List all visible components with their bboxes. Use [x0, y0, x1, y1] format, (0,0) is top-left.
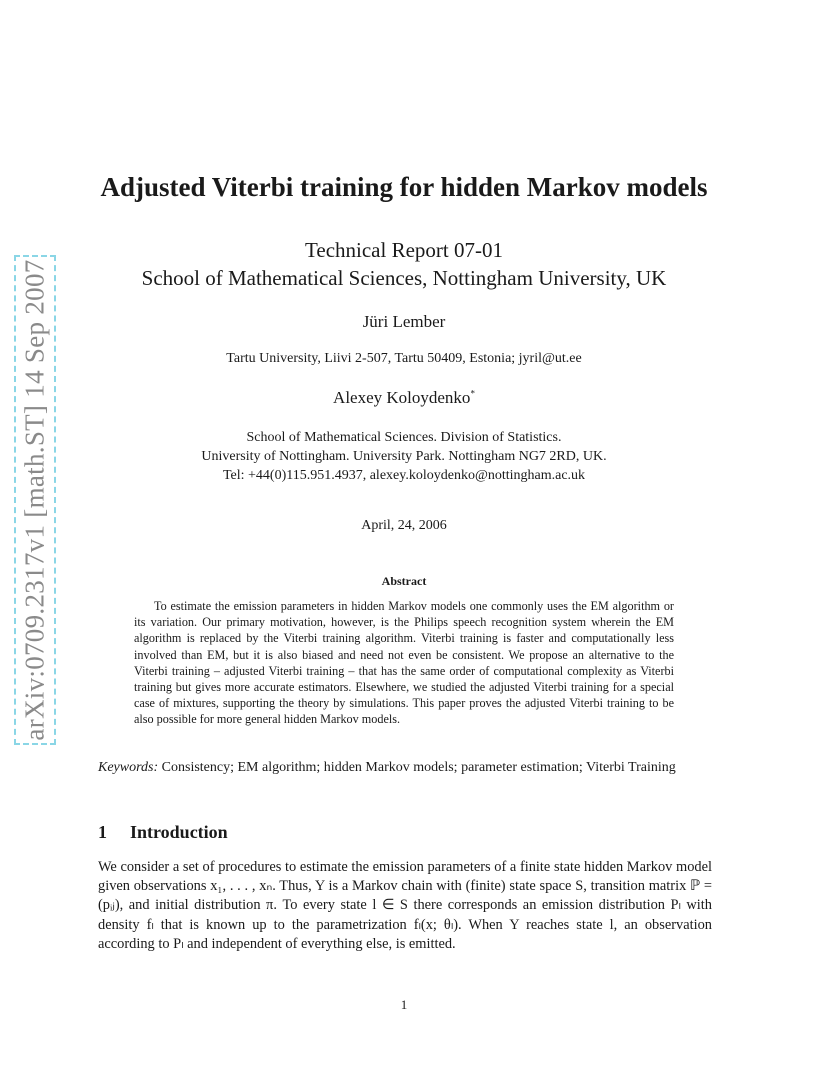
author-2: [98, 388, 710, 408]
affiliation-line: School of Mathematical Sciences. Division of Statistics.: [246, 430, 562, 445]
affiliation-line: University of Nottingham. University Park. Nottingham NG7 2RD, UK.: [201, 449, 607, 464]
paper-title: Adjusted Viterbi training for hidden Markov models: [100, 172, 708, 202]
section-number: 1: [98, 822, 107, 842]
abstract-text: To estimate the emission parameters in hidden Markov models one commonly uses the EM algorithm or its variation. Our primary motivation, however, is the Philips speech recognition system wherein the EM algorithm is replaced by the Viterbi training algorithm. Viterbi training is faster and computationally less involved than EM, but it is also biased and need not even be consistent. We propose an alternative to the Viterbi training – adjusted Viterbi training – that has the same order of computational complexity as Viterbi training but gives more accurate estimators. Elsewhere, we studied the adjusted Viterbi training for a special case of mixtures, supporting the theory by simulations. This paper proves the adjusted Viterbi training to be also possible for more general hidden Markov models.: [134, 599, 674, 727]
abstract-heading: Abstract: [381, 574, 427, 588]
keywords: [98, 758, 712, 777]
keywords-label: Keywords:: [98, 760, 159, 775]
page-number: 1: [400, 997, 408, 1012]
introduction-paragraph: We consider a set of procedures to estimate the emission parameters of a finite state hidden Markov model given observations x₁, . . . , xₙ. Thus, Y is a Markov chain with (finite) state space S, transition matrix ℙ = (pᵢⱼ), and initial distribution π. To every state l ∈ S there corresponds an emission distribution Pₗ with density fₗ that is known up to the parametrization fₗ(x; θₗ). When Y reaches state l, an observation according to Pₗ and independent of everything else, is emitted.: [98, 859, 712, 952]
report-number: Technical Report 07-01: [305, 238, 503, 262]
author-name-1: Jüri Lember: [362, 312, 446, 331]
author-affiliation-1: Tartu University, Liivi 2-507, Tartu 50409, Estonia; jyril@ut.ee: [226, 351, 582, 366]
section-title: Introduction: [130, 822, 228, 842]
section-heading: [98, 822, 228, 843]
report-institution: School of Mathematical Sciences, Nottingham University, UK: [141, 266, 667, 290]
arxiv-stamp: [14, 255, 56, 745]
paper-date: April, 24, 2006: [361, 518, 447, 533]
author-name-2: Alexey Koloydenko: [333, 388, 471, 407]
affiliation-line: Tel: +44(0)115.951.4937, alexey.koloydenko@nottingham.ac.uk: [222, 468, 586, 483]
author-footnote-mark: *: [470, 388, 475, 399]
author-affiliation-2: [98, 428, 710, 485]
keywords-text: Consistency; EM algorithm; hidden Markov models; parameter estimation; Viterbi Training: [161, 760, 676, 775]
arxiv-identifier: arXiv:0709.2317v1 [math.ST] 14 Sep 2007: [19, 259, 50, 741]
